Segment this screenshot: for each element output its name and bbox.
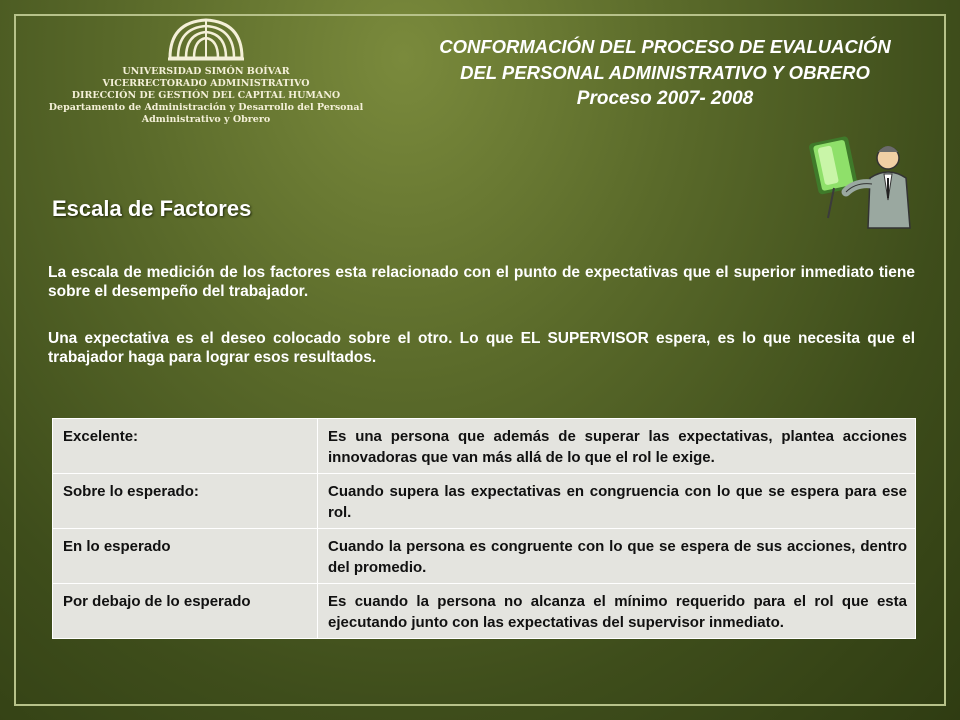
scale-description: Cuando supera las expectativas en congruencia con lo que se espera para ese rol. (318, 474, 916, 529)
title-line-1: CONFORMACIÓN DEL PROCESO DE EVALUACIÓN (439, 36, 891, 57)
institution-line: Administrativo y Obrero (141, 114, 271, 125)
table-row (53, 584, 916, 639)
institution-line: VICERRECTORADO ADMINISTRATIVO (102, 78, 310, 89)
university-logo (166, 16, 246, 62)
scale-description: Es cuando la persona no alcanza el mínimo requerido para el rol que esta ejecutando junto con las expectativas del supervisor inmediato. (318, 584, 916, 639)
table-row (53, 529, 916, 584)
factor-scale-table (52, 418, 916, 639)
title-line-3: Proceso 2007- 2008 (576, 88, 754, 109)
section-heading: Escala de Factores (52, 196, 252, 221)
presenter-figure-icon (800, 128, 920, 232)
page-title (400, 34, 930, 112)
scale-term: Sobre lo esperado: (53, 474, 318, 529)
scale-description: Es una persona que además de superar las expectativas, plantea acciones innovadoras que van más allá de lo que el rol le exige. (318, 419, 916, 474)
scale-term: Por debajo de lo esperado (53, 584, 318, 639)
scale-description: Cuando la persona es congruente con lo que se espera de sus acciones, dentro del promedio. (318, 529, 916, 584)
title-line-2: DEL PERSONAL ADMINISTRATIVO Y OBRERO (460, 62, 870, 83)
expectation-paragraph: Una expectativa es el deseo colocado sobre el otro. Lo que EL SUPERVISOR espera, es lo que necesita que el trabajador haga para lograr esos resultados. (48, 330, 915, 366)
institution-line: DIRECCIÓN DE GESTIÓN DEL CAPITAL HUMANO (71, 90, 341, 101)
table-row (53, 474, 916, 529)
table-row (53, 419, 916, 474)
scale-term: Excelente: (53, 419, 318, 474)
institution-line: Departamento de Administración y Desarrollo del Personal (48, 102, 364, 113)
scale-term: En lo esperado (53, 529, 318, 584)
intro-paragraph: La escala de medición de los factores esta relacionado con el punto de expectativas que el superior inmediato tiene sobre el desempeño del trabajador. (48, 264, 915, 300)
institution-line: UNIVERSIDAD SIMÓN BOÍVAR (122, 66, 290, 77)
institution-block (8, 66, 404, 126)
